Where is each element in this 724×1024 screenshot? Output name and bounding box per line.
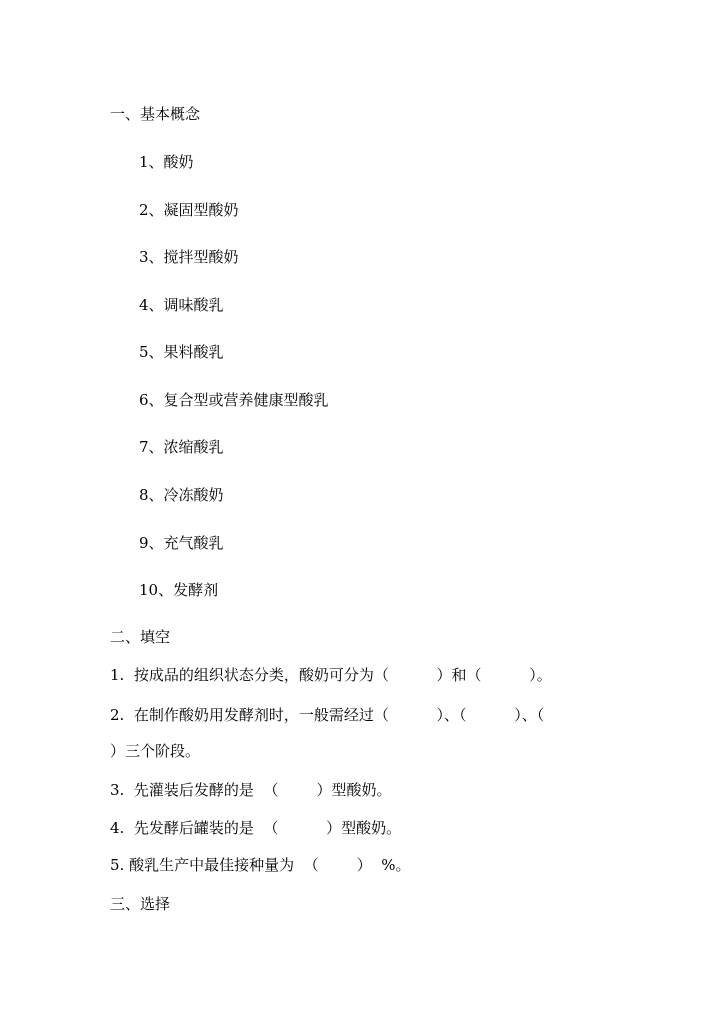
fill-question-3: 3. 先灌装后发酵的是 （ ）型酸奶。	[110, 781, 392, 799]
fill-question-4: 4. 先发酵后罐装的是 （ ）型酸奶。	[110, 819, 402, 837]
concept-item-3: 3、搅拌型酸奶	[139, 248, 239, 266]
section-2-title: 二、填空	[110, 628, 171, 646]
section-3-title: 三、选择	[110, 895, 171, 913]
fill-question-2-line-1: 2. 在制作酸奶用发酵剂时，一般需经过（ ）、（ ）、（	[110, 706, 545, 724]
concept-item-1: 1、酸奶	[139, 153, 194, 171]
concept-item-10: 10、发酵剂	[139, 581, 219, 599]
fill-question-2-line-2: ）三个阶段。	[110, 742, 201, 760]
concept-item-4: 4、调味酸乳	[139, 296, 224, 314]
concept-item-5: 5、果料酸乳	[139, 343, 224, 361]
concept-item-6: 6、复合型或营养健康型酸乳	[139, 391, 329, 409]
concept-item-9: 9、充气酸乳	[139, 534, 224, 552]
concept-item-8: 8、冷冻酸奶	[139, 486, 224, 504]
concept-item-2: 2、凝固型酸奶	[139, 201, 239, 219]
concept-item-7: 7、浓缩酸乳	[139, 438, 224, 456]
section-1-title: 一、基本概念	[110, 105, 201, 123]
fill-question-1: 1. 按成品的组织状态分类，酸奶可分为（ ）和（ ）。	[110, 666, 552, 684]
fill-question-5: 5. 酸乳生产中最佳接种量为 （ ） %。	[110, 856, 411, 874]
